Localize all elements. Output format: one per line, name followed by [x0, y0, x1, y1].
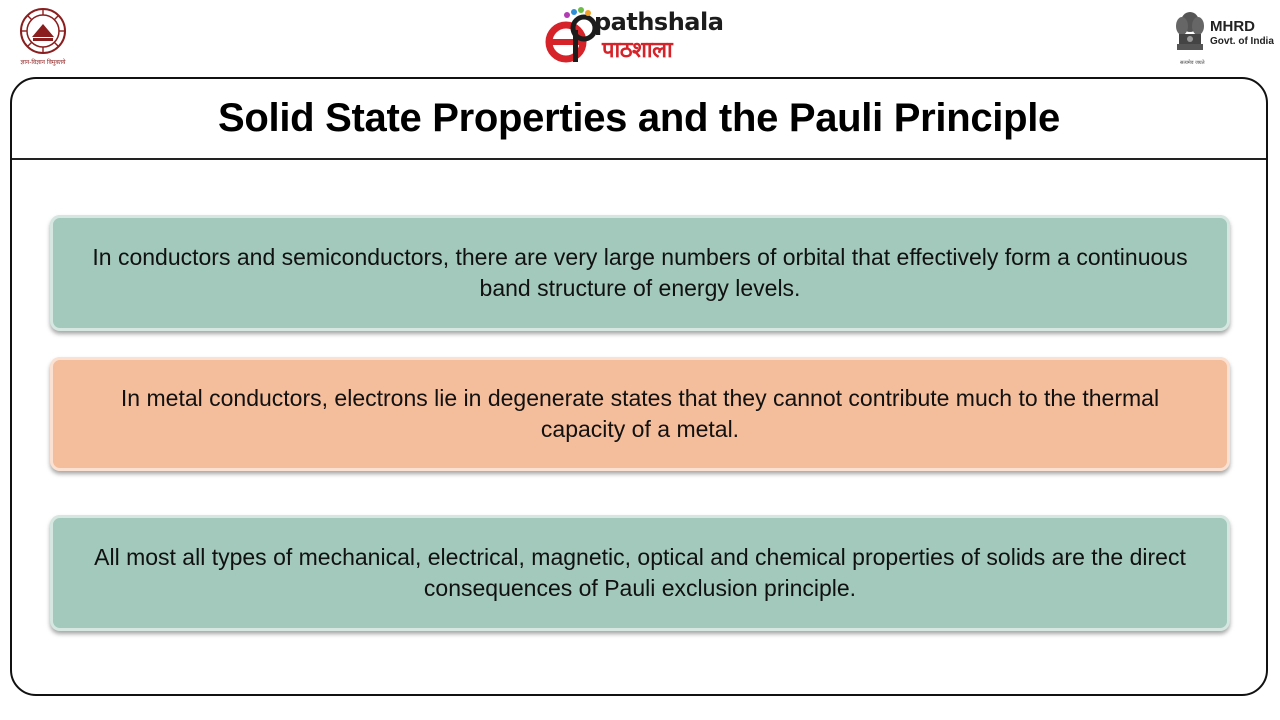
point-text: In metal conductors, electrons lie in degenerate states that they cannot contribute much to the thermal capacity of a metal. [120, 385, 1160, 442]
ugc-logo [10, 6, 76, 74]
point-text: All most all types of mechanical, electrical, magnetic, optical and chemical properties of solids are the direct consequences of Pauli exclusion principle. [94, 544, 1186, 601]
emblem-motto: सत्यमेव जयते [1180, 60, 1205, 66]
government-name: Govt. of India [1210, 36, 1274, 47]
brand-name-english: pathshala [594, 8, 724, 36]
ministry-name: MHRD [1210, 18, 1255, 35]
mhrd-logo [1170, 8, 1274, 70]
ugc-motto: ज्ञान-विज्ञान विमुक्तये [20, 59, 66, 66]
point-card-band-structure [50, 215, 1230, 331]
ugc-logo-icon [18, 6, 68, 56]
slide-frame [10, 77, 1268, 696]
point-card-pauli-consequences [50, 515, 1230, 631]
title-bar [12, 79, 1266, 160]
epathshala-logo [544, 4, 734, 68]
brand-name-hindi: पाठशाला [602, 38, 673, 63]
point-text: In conductors and semiconductors, there are very large numbers of orbital that effectively form a continuous band structure of energy levels. [92, 244, 1188, 301]
point-card-degenerate-states [50, 357, 1230, 471]
national-emblem-icon [1174, 10, 1206, 58]
slide-title: Solid State Properties and the Pauli Principle [218, 96, 1060, 140]
